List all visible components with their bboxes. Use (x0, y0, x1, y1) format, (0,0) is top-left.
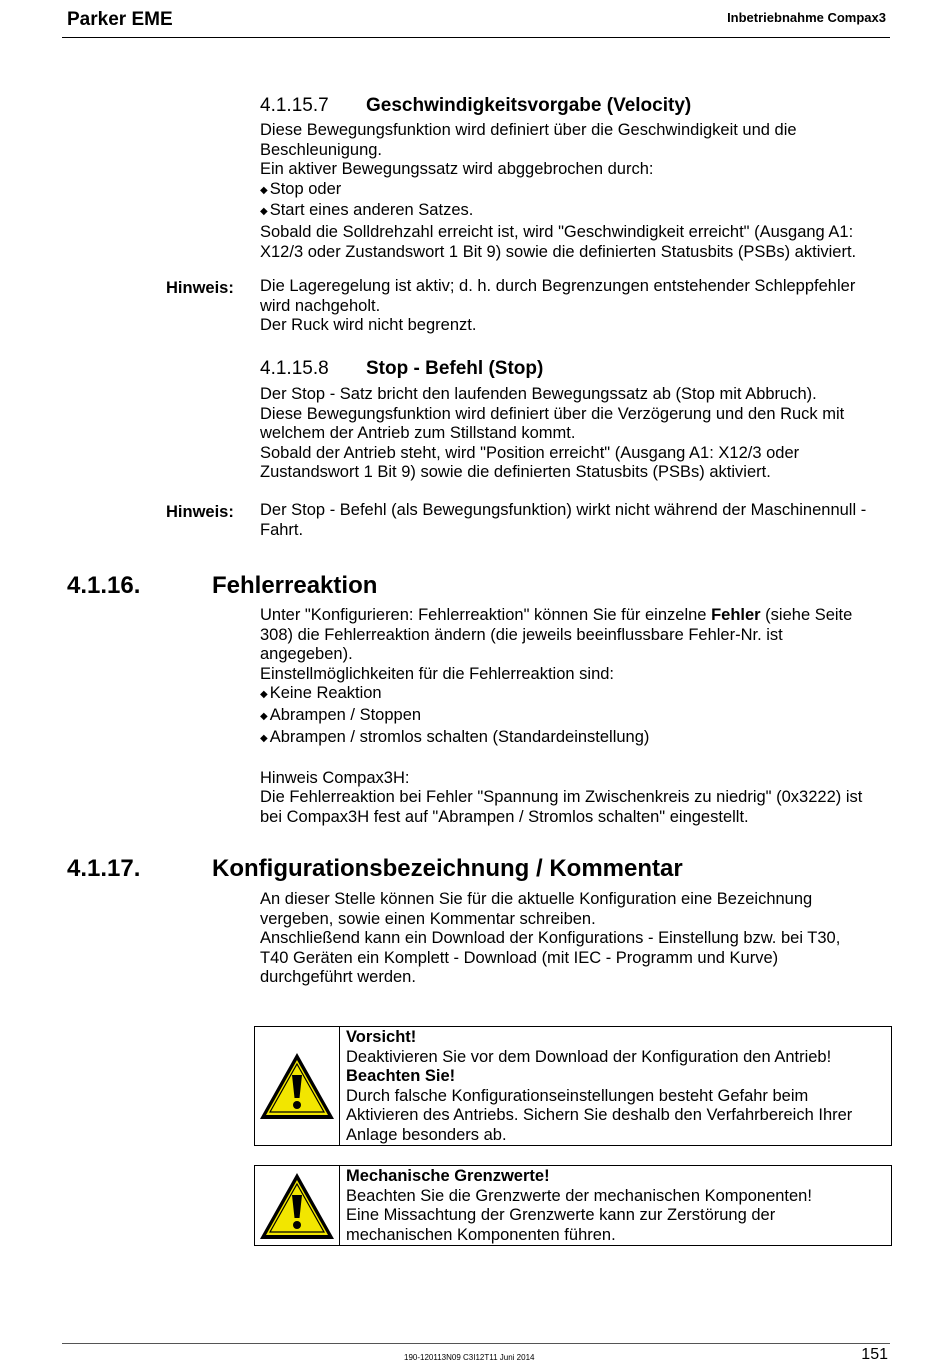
text-line: durchgeführt werden. (260, 968, 416, 987)
text-line: Sobald die Solldrehzahl erreicht ist, wird "Geschwindigkeit erreicht" (Ausgang A1: (260, 222, 854, 241)
heading-number: 4.1.16. (67, 572, 141, 599)
bullet-item: ◆ Start eines anderen Satzes. (260, 201, 856, 223)
fehler-body (260, 606, 862, 828)
text-line: Deaktivieren Sie vor dem Download der Konfiguration den Antrieb! (346, 1047, 832, 1066)
text-line: Diese Bewegungsfunktion wird definiert über die Geschwindigkeit und die (260, 121, 797, 139)
stop-body (260, 385, 844, 483)
note-label: Hinweis: (166, 503, 234, 521)
bold-word: Fehler (711, 606, 761, 624)
warning-icon-cell (255, 1027, 340, 1145)
warning-box-mechanische-grenzwerte (254, 1165, 892, 1246)
text-line: angegeben). (260, 645, 353, 664)
bullet-item: ◆ Abrampen / Stoppen (260, 706, 862, 728)
text-line: Durch falsche Konfigurationseinstellungen besteht Gefahr beim (346, 1086, 809, 1105)
text-line: wird nachgeholt. (260, 296, 381, 315)
config-body (260, 890, 840, 988)
page-number: 151 (861, 1346, 888, 1363)
warning-box-vorsicht (254, 1026, 892, 1146)
text-line: Der Stop - Satz bricht den laufenden Bewegungssatz ab (Stop mit Abbruch). (260, 385, 817, 403)
text-line: Beachten Sie die Grenzwerte der mechanischen Komponenten! (346, 1186, 812, 1205)
warning-text (340, 1166, 812, 1245)
text-line: T40 Geräten ein Komplett - Download (mit IEC - Programm und Kurve) (260, 948, 779, 967)
text-line: An dieser Stelle können Sie für die aktuelle Konfiguration eine Bezeichnung (260, 890, 813, 908)
text-line: Anlage besonders ab. (346, 1125, 507, 1144)
text-line: mechanischen Komponenten führen. (346, 1225, 616, 1244)
velocity-note (260, 277, 855, 336)
text-line: Einstellmöglichkeiten für die Fehlerreaktion sind: (260, 664, 615, 683)
text-line: Beschleunigung. (260, 140, 383, 159)
heading-title: Stop - Befehl (Stop) (366, 358, 544, 379)
warning-heading: Beachten Sie! (346, 1067, 456, 1086)
header-brand: Parker EME (67, 9, 173, 30)
stop-note (260, 501, 866, 540)
heading-title: Konfigurationsbezeichnung / Kommentar (212, 855, 683, 882)
note-label: Hinweis: (166, 279, 234, 297)
warning-text (340, 1027, 852, 1145)
text-line: welchem der Antrieb zum Stillstand kommt. (260, 424, 576, 443)
spacer (260, 749, 862, 769)
text-line: Hinweis Compax3H: (260, 768, 410, 787)
text-line: Eine Missachtung der Grenzwerte kann zur Zerstörung der (346, 1206, 776, 1225)
text-line: 308) die Fehlerreaktion ändern (die jeweils beeinflussbare Fehler-Nr. ist (260, 625, 783, 644)
heading-title: Fehlerreaktion (212, 572, 378, 599)
text-line: Diese Bewegungsfunktion wird definiert über die Verzögerung und den Ruck mit (260, 404, 845, 423)
header-rule (62, 37, 890, 38)
text-line: Die Fehlerreaktion bei Fehler "Spannung im Zwischenkreis zu niedrig" (0x3222) ist (260, 788, 863, 807)
warning-triangle-icon (258, 1171, 336, 1241)
text-line: Ein aktiver Bewegungssatz wird abggebrochen durch: (260, 160, 654, 179)
heading-number: 4.1.15.7 (260, 95, 329, 116)
text-line-with-bold: Unter "Konfigurieren: Fehlerreaktion" können Sie für einzelne Fehler (siehe Seite (260, 606, 853, 624)
text-line: Der Stop - Befehl (als Bewegungsfunktion) wirkt nicht während der Maschinennull - (260, 501, 867, 519)
bullet-item: ◆ Abrampen / stromlos schalten (Standardeinstellung) (260, 728, 862, 750)
heading-fehlerreaktion (67, 571, 887, 601)
heading-number: 4.1.17. (67, 855, 141, 882)
text-line: vergeben, sowie einen Kommentar schreiben. (260, 909, 596, 928)
bullet-item: ◆ Keine Reaktion (260, 684, 862, 706)
warning-heading: Mechanische Grenzwerte! (346, 1167, 550, 1185)
bullet-item: ◆ Stop oder (260, 180, 856, 202)
text-line: Der Ruck wird nicht begrenzt. (260, 316, 477, 335)
text-line: Sobald der Antrieb steht, wird "Position erreicht" (Ausgang A1: X12/3 oder (260, 443, 800, 462)
header-doc-title: Inbetriebnahme Compax3 (727, 10, 886, 25)
heading-number: 4.1.15.8 (260, 358, 329, 379)
text-line: Die Lageregelung ist aktiv; d. h. durch Begrenzungen entstehender Schleppfehler (260, 277, 856, 295)
warning-heading: Vorsicht! (346, 1028, 417, 1046)
heading-title: Geschwindigkeitsvorgabe (Velocity) (366, 95, 692, 116)
heading-stop (260, 357, 543, 381)
velocity-body (260, 121, 856, 262)
text-line: Fahrt. (260, 520, 304, 539)
text-line: Aktivieren des Antriebs. Sichern Sie deshalb den Verfahrbereich Ihrer (346, 1106, 853, 1125)
heading-velocity (260, 94, 691, 118)
heading-konfigurationsbezeichnung (67, 854, 887, 884)
footer-code: 190-120113N09 C3I12T11 Juni 2014 (404, 1353, 535, 1362)
footer-rule (62, 1343, 890, 1344)
text-line: X12/3 oder Zustandswort 1 Bit 9) sowie die definierten Statusbits (PSBs) aktiviert. (260, 242, 857, 261)
text-line: Zustandswort 1 Bit 9) sowie die definierten Statusbits (PSBs) aktiviert. (260, 463, 771, 482)
warning-triangle-icon (258, 1051, 336, 1121)
text-line: Anschließend kann ein Download der Konfigurations - Einstellung bzw. bei T30, (260, 929, 841, 948)
text-line: bei Compax3H fest auf "Abrampen / Stromlos schalten" eingestellt. (260, 807, 749, 826)
warning-icon-cell (255, 1166, 340, 1245)
